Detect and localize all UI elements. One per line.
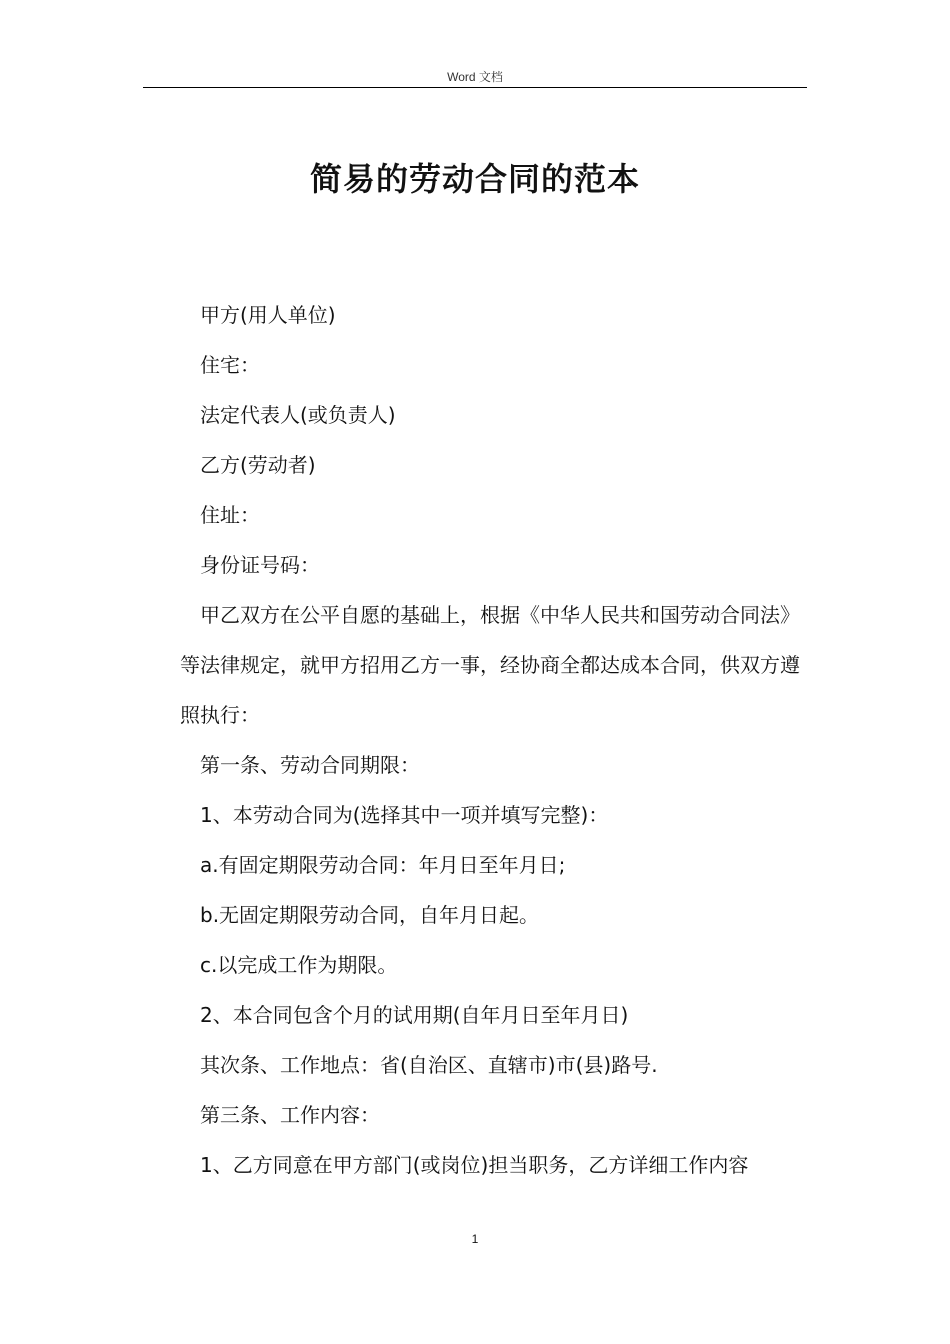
paragraph: 其次条、工作地点：省(自治区、直辖市)市(县)路号. [200, 1053, 658, 1077]
document-body [180, 290, 810, 1190]
paragraph: 身份证号码： [200, 553, 320, 577]
paragraph: 1、本劳动合同为(选择其中一项并填写完整)： [200, 803, 609, 827]
document-title: 简易的劳动合同的范本 [309, 160, 640, 198]
paragraph: b.无固定期限劳动合同，自年月日起。 [200, 903, 540, 927]
paragraph: 住址： [200, 503, 260, 527]
page-header: Word 文档 [447, 70, 503, 84]
paragraph: 法定代表人(或负责人) [200, 403, 396, 427]
header-divider [143, 87, 807, 88]
paragraph: a.有固定期限劳动合同：年月日至年月日; [200, 853, 566, 877]
paragraph: c.以完成工作为期限。 [200, 953, 398, 977]
paragraph: 甲方(用人单位) [200, 303, 336, 327]
paragraph: 第三条、工作内容： [200, 1103, 380, 1127]
paragraph: 乙方(劳动者) [200, 453, 316, 477]
paragraph: 1、乙方同意在甲方部门(或岗位)担当职务，乙方详细工作内容 [200, 1153, 749, 1177]
paragraph: 第一条、劳动合同期限： [200, 753, 420, 777]
paragraph: 2、本合同包含个月的试用期(自年月日至年月日) [200, 1003, 629, 1027]
paragraph: 住宅： [200, 353, 260, 377]
page-number: 1 [471, 1232, 479, 1246]
paragraph: 甲乙双方在公平自愿的基础上，根据《中华人民共和国劳动合同法》等法律规定，就甲方招用乙方一事，经协商全都达成本合同，供双方遵照执行： [180, 603, 800, 727]
